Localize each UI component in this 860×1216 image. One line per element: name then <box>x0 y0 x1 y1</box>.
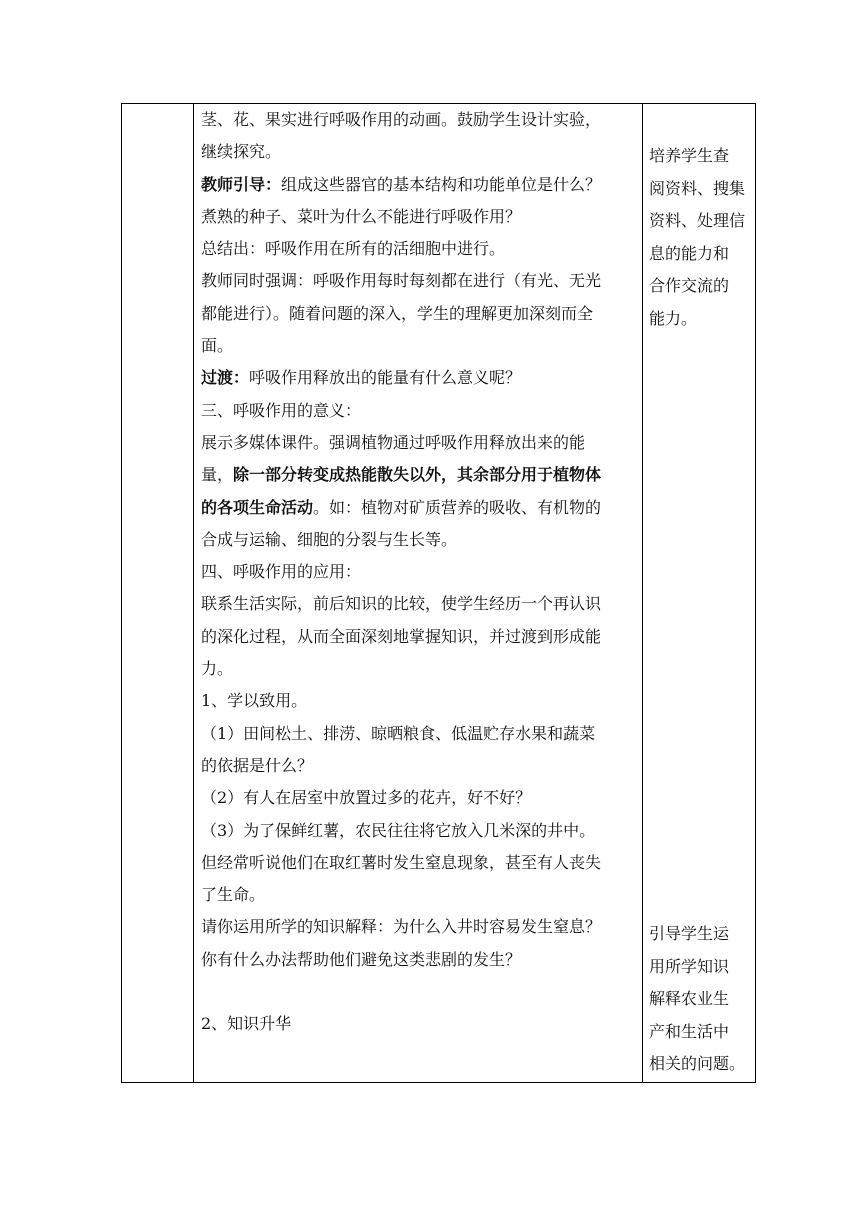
text-line <box>201 685 637 717</box>
text-run: 面。 <box>201 336 234 356</box>
text-run: 总结出：呼吸作用在所有的活细胞中进行。 <box>201 239 506 259</box>
text-line <box>201 201 637 233</box>
design-intent-note-1 <box>649 140 753 336</box>
text-line <box>201 718 637 750</box>
note-line: 息的能力和 <box>649 243 730 263</box>
text-run: 合成与运输、细胞的分裂与生长等。 <box>201 529 458 549</box>
text-run: 请你运用所学的知识解释：为什么入井时容易发生窒息？ <box>201 917 602 937</box>
text-run: 但经常听说他们在取红薯时发生窒息现象，甚至有人丧失 <box>201 852 602 872</box>
bold-text: 过渡： <box>201 368 250 388</box>
text-run: 展示多媒体课件。强调植物通过呼吸作用释放出来的能 <box>201 432 586 452</box>
text-line <box>201 815 637 847</box>
text-run: 教师同时强调：呼吸作用每时每刻都在进行（有光、无光 <box>201 271 602 291</box>
text-line <box>201 459 637 491</box>
text-run: 茎、花、果实进行呼吸作用的动画。鼓励学生设计实验， <box>201 110 602 129</box>
column-divider <box>642 104 643 1082</box>
text-run: 组成这些器官的基本结构和功能单位是什么？ <box>281 174 602 194</box>
text-run: 四、呼吸作用的应用： <box>201 562 362 582</box>
text-line <box>201 169 637 201</box>
teaching-process-cell <box>201 104 637 1041</box>
text-run: 了生命。 <box>201 885 266 905</box>
note-line: 合作交流的 <box>649 276 730 296</box>
lesson-table <box>121 103 756 1083</box>
text-run: 三、呼吸作用的意义： <box>201 400 362 420</box>
text-run: 呼吸作用释放出的能量有什么意义呢？ <box>249 368 522 388</box>
text-line <box>201 492 637 524</box>
text-run: 联系生活实际，前后知识的比较，使学生经历一个再认识 <box>201 594 602 614</box>
text-line <box>201 362 637 394</box>
text-line <box>201 233 637 265</box>
text-line <box>201 298 637 330</box>
note-line: 解释农业生 <box>649 989 730 1009</box>
text-run: 的深化过程，从而全面深刻地掌握知识，并过渡到形成能 <box>201 626 602 646</box>
text-run: 的依据是什么？ <box>201 755 314 775</box>
note-line: 能力。 <box>649 308 698 328</box>
note-line: 培养学生查 <box>649 146 730 165</box>
text-line <box>201 330 637 362</box>
text-line <box>201 944 637 976</box>
text-line <box>201 621 637 653</box>
text-line <box>201 136 637 168</box>
text-run: 。如：植物对矿质营养的吸收、有机物的 <box>313 497 602 517</box>
text-line <box>201 750 637 782</box>
text-run: （1）田间松土、排涝、晾晒粮食、低温贮存水果和蔬菜 <box>201 723 596 743</box>
text-line <box>201 653 637 685</box>
text-line <box>201 976 637 1008</box>
bold-text: 教师引导： <box>201 174 282 194</box>
text-run: 你有什么办法帮助他们避免这类悲剧的发生？ <box>201 949 522 969</box>
text-line <box>201 782 637 814</box>
text-run: 1、学以致用。 <box>201 691 308 711</box>
note-line: 引导学生运 <box>649 924 730 943</box>
text-run: 煮熟的种子、菜叶为什么不能进行呼吸作用？ <box>201 206 522 226</box>
note-line: 相关的问题。 <box>649 1054 746 1074</box>
bold-text: 除一部分转变成热能散失以外，其余部分用于植物体 <box>233 465 602 485</box>
text-line <box>201 911 637 943</box>
note-line: 资料、处理信 <box>649 211 746 231</box>
text-run: （2）有人在居室中放置过多的花卉，好不好？ <box>201 788 532 808</box>
text-line <box>201 427 637 459</box>
text-line <box>201 395 637 427</box>
text-line <box>201 588 637 620</box>
column-divider <box>193 104 194 1082</box>
text-line <box>201 524 637 556</box>
text-line <box>201 847 637 879</box>
text-run: 都能进行）。随着问题的深入，学生的理解更加深刻而全 <box>201 303 594 323</box>
note-line: 产和生活中 <box>649 1021 730 1041</box>
text-run: 量， <box>201 465 234 485</box>
text-run: （3）为了保鲜红薯，农民往往将它放入几米深的井中。 <box>201 820 596 840</box>
text-line <box>201 265 637 297</box>
bold-text: 的各项生命活动 <box>201 497 314 517</box>
text-line <box>201 1008 637 1040</box>
text-line <box>201 104 637 136</box>
design-intent-note-2 <box>649 918 753 1081</box>
text-run: 力。 <box>201 659 234 679</box>
note-line: 用所学知识 <box>649 956 730 976</box>
text-line <box>201 556 637 588</box>
note-line: 阅资料、搜集 <box>649 178 746 198</box>
text-run: 继续探究。 <box>201 142 282 162</box>
text-line <box>201 879 637 911</box>
text-run: 2、知识升华 <box>201 1014 292 1034</box>
